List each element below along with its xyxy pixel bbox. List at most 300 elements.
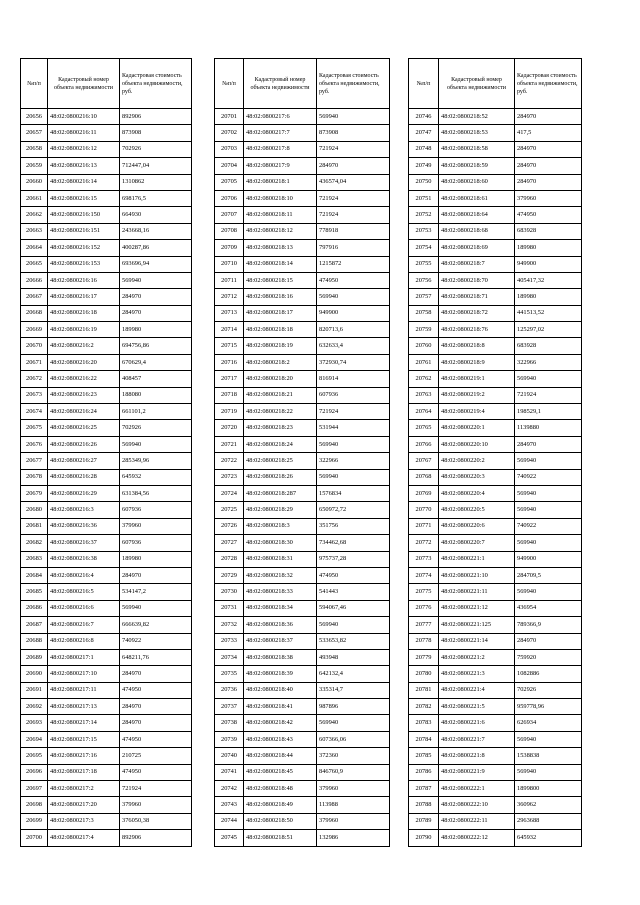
row-number: 20763 (409, 387, 439, 403)
cadastral-number: 48:02:0800216:18 (48, 305, 120, 321)
cadastral-number: 48:02:0800218:36 (244, 617, 317, 633)
table-row (409, 535, 582, 551)
cadastral-number: 48:02:0800219:2 (439, 387, 515, 403)
row-number: 20663 (21, 223, 48, 239)
row-number: 20691 (21, 682, 48, 698)
cadastral-number: 48:02:0800218:31 (244, 551, 317, 567)
table-row (409, 223, 582, 239)
cadastral-number: 48:02:0800221:125 (439, 617, 515, 633)
cadastral-number: 48:02:0800219:1 (439, 371, 515, 387)
cadastral-value: 1310862 (120, 174, 192, 190)
row-number: 20777 (409, 617, 439, 633)
table-row (215, 158, 390, 174)
table-row (409, 551, 582, 567)
row-number: 20670 (21, 338, 48, 354)
cadastral-value: 569940 (317, 109, 390, 125)
header-cadastral: Кадастровый номер объекта недвижимости (48, 59, 120, 109)
cadastral-value: 740922 (515, 518, 582, 534)
table-row (21, 436, 192, 452)
row-number: 20728 (215, 551, 244, 567)
table-row (409, 781, 582, 797)
cadastral-number: 48:02:0800218:20 (244, 371, 317, 387)
cadastral-number: 48:02:0800218:59 (439, 158, 515, 174)
cadastral-value: 569940 (515, 371, 582, 387)
row-number: 20734 (215, 649, 244, 665)
cadastral-number: 48:02:0800218:49 (244, 797, 317, 813)
row-number: 20709 (215, 240, 244, 256)
table-row (409, 567, 582, 583)
cadastral-number: 48:02:0800217:7 (244, 125, 317, 141)
row-number: 20762 (409, 371, 439, 387)
row-number: 20722 (215, 453, 244, 469)
row-number: 20782 (409, 699, 439, 715)
row-number: 20752 (409, 207, 439, 223)
cadastral-number: 48:02:0800216:152 (48, 240, 120, 256)
cadastral-number: 48:02:0800218:8 (439, 338, 515, 354)
cadastral-value: 1899800 (515, 781, 582, 797)
table-row (21, 682, 192, 698)
row-number: 20708 (215, 223, 244, 239)
cadastral-value: 534147,2 (120, 584, 192, 600)
table-row (215, 764, 390, 780)
table-row (21, 207, 192, 223)
table-row (409, 322, 582, 338)
header-value: Кадастровая стоимость объекта недвижимости, руб. (120, 59, 192, 109)
table-row (409, 387, 582, 403)
row-number: 20725 (215, 502, 244, 518)
cadastral-value: 569940 (317, 617, 390, 633)
table-row (409, 666, 582, 682)
row-number: 20694 (21, 731, 48, 747)
cadastral-number: 48:02:0800221:14 (439, 633, 515, 649)
cadastral-value: 569940 (515, 485, 582, 501)
table-row (215, 272, 390, 288)
cadastral-number: 48:02:0800216:11 (48, 125, 120, 141)
cadastral-value: 569940 (317, 289, 390, 305)
row-number: 20726 (215, 518, 244, 534)
cadastral-value: 379960 (515, 190, 582, 206)
table-row (409, 240, 582, 256)
row-number: 20754 (409, 240, 439, 256)
table-row (21, 125, 192, 141)
cadastral-number: 48:02:0800218:69 (439, 240, 515, 256)
row-number: 20707 (215, 207, 244, 223)
cadastral-number: 48:02:0800218:18 (244, 322, 317, 338)
cadastral-value: 474950 (317, 272, 390, 288)
cadastral-value: 243668,16 (120, 223, 192, 239)
cadastral-value: 789366,9 (515, 617, 582, 633)
cadastral-value: 693696,94 (120, 256, 192, 272)
cadastral-number: 48:02:0800218:41 (244, 699, 317, 715)
cadastral-value: 607936 (120, 502, 192, 518)
cadastral-number: 48:02:0800216:10 (48, 109, 120, 125)
cadastral-number: 48:02:0800217:8 (244, 141, 317, 157)
header-num: №п/п (21, 59, 48, 109)
row-number: 20717 (215, 371, 244, 387)
table-row (21, 617, 192, 633)
cadastral-value: 436954 (515, 600, 582, 616)
row-number: 20757 (409, 289, 439, 305)
row-number: 20684 (21, 567, 48, 583)
cadastral-value: 987896 (317, 699, 390, 715)
table-row (21, 387, 192, 403)
table-row (409, 338, 582, 354)
row-number: 20723 (215, 469, 244, 485)
cadastral-number: 48:02:0800218:26 (244, 469, 317, 485)
cadastral-value: 405417,32 (515, 272, 582, 288)
cadastral-table-3 (408, 58, 582, 847)
row-number: 20703 (215, 141, 244, 157)
table-row (21, 813, 192, 829)
row-number: 20721 (215, 436, 244, 452)
row-number: 20667 (21, 289, 48, 305)
row-number: 20719 (215, 404, 244, 420)
cadastral-number: 48:02:0800218:58 (439, 141, 515, 157)
row-number: 20700 (21, 830, 48, 846)
cadastral-value: 820713,6 (317, 322, 390, 338)
cadastral-number: 48:02:0800216:26 (48, 436, 120, 452)
cadastral-number: 48:02:0800216:14 (48, 174, 120, 190)
row-number: 20705 (215, 174, 244, 190)
row-number: 20696 (21, 764, 48, 780)
row-number: 20775 (409, 584, 439, 600)
row-number: 20668 (21, 305, 48, 321)
cadastral-number: 48:02:0800218:45 (244, 764, 317, 780)
row-number: 20744 (215, 813, 244, 829)
row-number: 20701 (215, 109, 244, 125)
table-row (215, 305, 390, 321)
table-row (215, 813, 390, 829)
cadastral-value: 569940 (515, 584, 582, 600)
cadastral-value: 113988 (317, 797, 390, 813)
cadastral-value: 284970 (120, 305, 192, 321)
cadastral-value: 594067,46 (317, 600, 390, 616)
table-row (409, 830, 582, 846)
cadastral-number: 48:02:0800218:287 (244, 485, 317, 501)
row-number: 20779 (409, 649, 439, 665)
row-number: 20689 (21, 649, 48, 665)
cadastral-value: 778918 (317, 223, 390, 239)
cadastral-number: 48:02:0800221:10 (439, 567, 515, 583)
table-row (21, 354, 192, 370)
row-number: 20750 (409, 174, 439, 190)
table-row (21, 699, 192, 715)
header-value: Кадастровая стоимость объекта недвижимости, руб. (317, 59, 390, 109)
row-number: 20675 (21, 420, 48, 436)
table-row (21, 830, 192, 846)
table-row (215, 485, 390, 501)
table-row (215, 109, 390, 125)
table-row (21, 158, 192, 174)
cadastral-number: 48:02:0800222:11 (439, 813, 515, 829)
table-row (409, 584, 582, 600)
cadastral-value: 740922 (120, 633, 192, 649)
cadastral-value: 734462,68 (317, 535, 390, 551)
cadastral-value: 607936 (317, 387, 390, 403)
table-row (21, 502, 192, 518)
cadastral-value: 816914 (317, 371, 390, 387)
cadastral-value: 284970 (120, 666, 192, 682)
cadastral-number: 48:02:0800216:23 (48, 387, 120, 403)
cadastral-number: 48:02:0800221:4 (439, 682, 515, 698)
header-cadastral: Кадастровый номер объекта недвижимости (439, 59, 515, 109)
table-row (21, 420, 192, 436)
cadastral-value: 284709,5 (515, 567, 582, 583)
table-row (409, 272, 582, 288)
table-row (21, 404, 192, 420)
table-row (215, 518, 390, 534)
table-row (215, 699, 390, 715)
cadastral-value: 721924 (317, 190, 390, 206)
row-number: 20735 (215, 666, 244, 682)
table-row (21, 141, 192, 157)
table-row (215, 584, 390, 600)
cadastral-number: 48:02:0800218:64 (439, 207, 515, 223)
table-row (21, 649, 192, 665)
cadastral-value: 892906 (120, 109, 192, 125)
cadastral-value: 740922 (515, 469, 582, 485)
cadastral-value: 188080 (120, 387, 192, 403)
row-number: 20737 (215, 699, 244, 715)
cadastral-number: 48:02:0800217:9 (244, 158, 317, 174)
cadastral-number: 48:02:0800216:150 (48, 207, 120, 223)
cadastral-number: 48:02:0800217:15 (48, 731, 120, 747)
cadastral-number: 48:02:0800218:19 (244, 338, 317, 354)
table-row (21, 174, 192, 190)
row-number: 20736 (215, 682, 244, 698)
table-row (21, 600, 192, 616)
cadastral-number: 48:02:0800216:29 (48, 485, 120, 501)
cadastral-number: 48:02:0800217:1 (48, 649, 120, 665)
cadastral-value: 683928 (515, 338, 582, 354)
table-row (21, 338, 192, 354)
cadastral-value: 284970 (120, 715, 192, 731)
row-number: 20772 (409, 535, 439, 551)
cadastral-value: 474950 (120, 682, 192, 698)
header-cadastral: Кадастровый номер объекта недвижимости (244, 59, 317, 109)
cadastral-number: 48:02:0800218:53 (439, 125, 515, 141)
cadastral-value: 284970 (120, 699, 192, 715)
table-row (215, 174, 390, 190)
table-row (215, 682, 390, 698)
cadastral-number: 48:02:0800218:60 (439, 174, 515, 190)
cadastral-value: 631384,56 (120, 485, 192, 501)
table-row (215, 600, 390, 616)
cadastral-value: 645932 (515, 830, 582, 846)
cadastral-number: 48:02:0800217:3 (48, 813, 120, 829)
table-row (21, 731, 192, 747)
row-number: 20741 (215, 764, 244, 780)
cadastral-value: 284970 (317, 158, 390, 174)
row-number: 20771 (409, 518, 439, 534)
table-row (409, 207, 582, 223)
cadastral-number: 48:02:0800218:21 (244, 387, 317, 403)
cadastral-value: 408457 (120, 371, 192, 387)
cadastral-number: 48:02:0800221:5 (439, 699, 515, 715)
cadastral-value: 949900 (515, 256, 582, 272)
cadastral-value: 949900 (515, 551, 582, 567)
table-row (409, 813, 582, 829)
table-row (21, 764, 192, 780)
header-num: №п/п (215, 59, 244, 109)
row-number: 20780 (409, 666, 439, 682)
cadastral-number: 48:02:0800216:3 (48, 502, 120, 518)
cadastral-value: 569940 (515, 731, 582, 747)
row-number: 20693 (21, 715, 48, 731)
cadastral-value: 721924 (317, 207, 390, 223)
row-number: 20768 (409, 469, 439, 485)
cadastral-value: 132986 (317, 830, 390, 846)
cadastral-number: 48:02:0800218:24 (244, 436, 317, 452)
cadastral-number: 48:02:0800218:16 (244, 289, 317, 305)
cadastral-value: 569940 (515, 764, 582, 780)
row-number: 20781 (409, 682, 439, 698)
row-number: 20746 (409, 109, 439, 125)
table-row (21, 223, 192, 239)
row-number: 20784 (409, 731, 439, 747)
cadastral-number: 48:02:0800218:22 (244, 404, 317, 420)
row-number: 20666 (21, 272, 48, 288)
table-row (215, 371, 390, 387)
cadastral-number: 48:02:0800221:2 (439, 649, 515, 665)
cadastral-value: 721924 (120, 781, 192, 797)
cadastral-number: 48:02:0800216:28 (48, 469, 120, 485)
cadastral-value: 285349,96 (120, 453, 192, 469)
cadastral-value: 650972,72 (317, 502, 390, 518)
cadastral-number: 48:02:0800216:36 (48, 518, 120, 534)
cadastral-value: 284970 (515, 158, 582, 174)
row-number: 20662 (21, 207, 48, 223)
row-number: 20731 (215, 600, 244, 616)
row-number: 20764 (409, 404, 439, 420)
cadastral-value: 189980 (515, 240, 582, 256)
cadastral-value: 284970 (515, 109, 582, 125)
table-row (21, 551, 192, 567)
cadastral-number: 48:02:0800218:32 (244, 567, 317, 583)
row-number: 20770 (409, 502, 439, 518)
cadastral-value: 322966 (317, 453, 390, 469)
row-number: 20664 (21, 240, 48, 256)
cadastral-value: 1139880 (515, 420, 582, 436)
row-number: 20677 (21, 453, 48, 469)
cadastral-value: 569940 (317, 715, 390, 731)
cadastral-value: 569940 (120, 600, 192, 616)
cadastral-value: 569940 (515, 453, 582, 469)
row-number: 20747 (409, 125, 439, 141)
row-number: 20733 (215, 633, 244, 649)
table-row (409, 764, 582, 780)
table-row (409, 371, 582, 387)
row-number: 20680 (21, 502, 48, 518)
table-row (215, 502, 390, 518)
cadastral-number: 48:02:0800222:12 (439, 830, 515, 846)
table-row (215, 535, 390, 551)
cadastral-number: 48:02:0800221:3 (439, 666, 515, 682)
table-row (215, 666, 390, 682)
cadastral-number: 48:02:0800218:76 (439, 322, 515, 338)
cadastral-number: 48:02:0800221:12 (439, 600, 515, 616)
row-number: 20783 (409, 715, 439, 731)
cadastral-number: 48:02:0800218:15 (244, 272, 317, 288)
cadastral-number: 48:02:0800221:11 (439, 584, 515, 600)
cadastral-value: 189980 (515, 289, 582, 305)
row-number: 20678 (21, 469, 48, 485)
cadastral-value: 569940 (120, 272, 192, 288)
table-row (409, 436, 582, 452)
row-number: 20673 (21, 387, 48, 403)
cadastral-value: 702926 (120, 420, 192, 436)
cadastral-number: 48:02:0800217:6 (244, 109, 317, 125)
cadastral-number: 48:02:0800218:34 (244, 600, 317, 616)
table-row (215, 240, 390, 256)
cadastral-value: 541443 (317, 584, 390, 600)
row-number: 20729 (215, 567, 244, 583)
row-number: 20681 (21, 518, 48, 534)
cadastral-value: 670629,4 (120, 354, 192, 370)
cadastral-value: 712447,04 (120, 158, 192, 174)
cadastral-value: 474950 (515, 207, 582, 223)
cadastral-number: 48:02:0800220:4 (439, 485, 515, 501)
cadastral-value: 975737,28 (317, 551, 390, 567)
table-row (409, 453, 582, 469)
cadastral-value: 632633,4 (317, 338, 390, 354)
row-number: 20710 (215, 256, 244, 272)
cadastral-value: 642132,4 (317, 666, 390, 682)
table-row (21, 535, 192, 551)
row-number: 20753 (409, 223, 439, 239)
cadastral-value: 626934 (515, 715, 582, 731)
row-number: 20698 (21, 797, 48, 813)
cadastral-number: 48:02:0800218:29 (244, 502, 317, 518)
cadastral-number: 48:02:0800222:1 (439, 781, 515, 797)
table-row (21, 190, 192, 206)
table-row (21, 371, 192, 387)
cadastral-number: 48:02:0800216:37 (48, 535, 120, 551)
table-row (409, 404, 582, 420)
table-row (21, 781, 192, 797)
table-row (215, 125, 390, 141)
cadastral-value: 198529,1 (515, 404, 582, 420)
row-number: 20656 (21, 109, 48, 125)
row-number: 20695 (21, 748, 48, 764)
table-row (21, 256, 192, 272)
cadastral-value: 873908 (120, 125, 192, 141)
cadastral-value: 189980 (120, 322, 192, 338)
cadastral-value: 873908 (317, 125, 390, 141)
cadastral-value: 661101,2 (120, 404, 192, 420)
row-number: 20778 (409, 633, 439, 649)
cadastral-value: 474950 (120, 764, 192, 780)
row-number: 20716 (215, 354, 244, 370)
cadastral-number: 48:02:0800217:16 (48, 748, 120, 764)
cadastral-number: 48:02:0800218:17 (244, 305, 317, 321)
cadastral-number: 48:02:0800218:71 (439, 289, 515, 305)
cadastral-number: 48:02:0800216:25 (48, 420, 120, 436)
cadastral-number: 48:02:0800220:3 (439, 469, 515, 485)
table-row (409, 125, 582, 141)
cadastral-value: 1538838 (515, 748, 582, 764)
table-row (21, 715, 192, 731)
table-row (215, 633, 390, 649)
row-number: 20758 (409, 305, 439, 321)
cadastral-number: 48:02:0800216:15 (48, 190, 120, 206)
row-number: 20685 (21, 584, 48, 600)
cadastral-number: 48:02:0800218:72 (439, 305, 515, 321)
cadastral-number: 48:02:0800216:5 (48, 584, 120, 600)
cadastral-number: 48:02:0800218:42 (244, 715, 317, 731)
table-row (409, 502, 582, 518)
row-number: 20789 (409, 813, 439, 829)
